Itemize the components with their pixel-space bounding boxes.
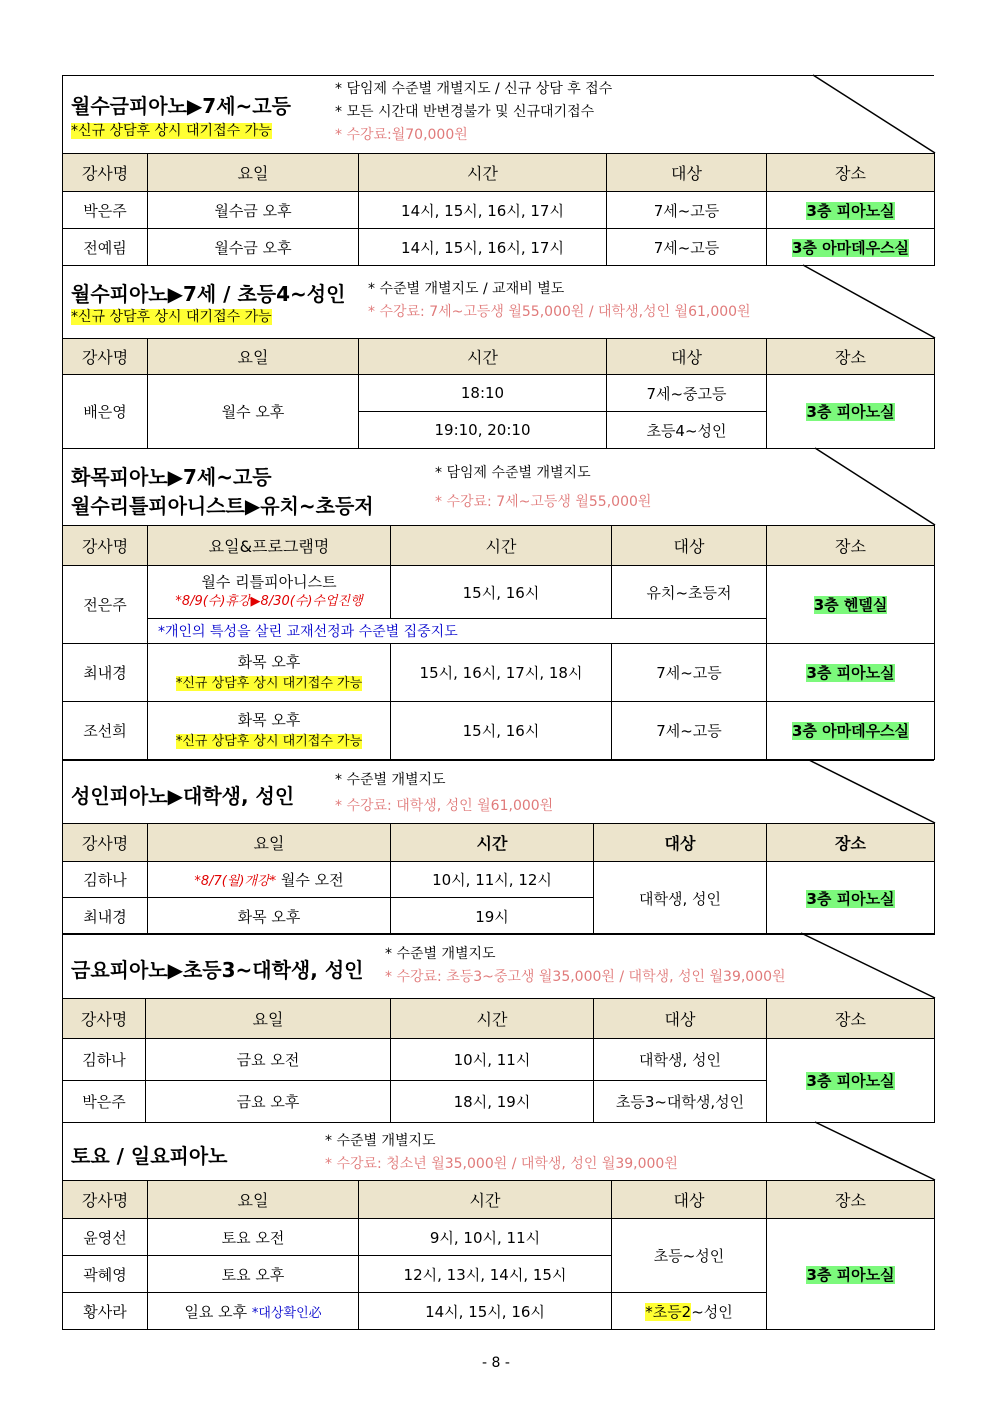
day-cell: 화목 오후 <box>148 898 391 935</box>
note-line: * 모든 시간대 반변경불가 및 신규대기접수 <box>335 104 595 120</box>
place-badge: 3층 헨델실 <box>813 596 888 614</box>
col-header: 시간 <box>359 1181 612 1219</box>
col-header: 대상 <box>607 154 767 192</box>
opening-date-note: *8/7(월)개강* <box>194 874 277 889</box>
target-highlight: *초등2 <box>645 1302 692 1321</box>
teacher-name: 조선희 <box>63 702 148 760</box>
col-header: 장소 <box>767 339 935 375</box>
col-header: 대상 <box>594 999 767 1039</box>
col-header: 대상 <box>607 339 767 375</box>
table-row <box>63 375 935 412</box>
section-header <box>62 448 934 525</box>
time-cell: 10시, 11시, 12시 <box>391 862 594 898</box>
note-line: * 담임제 수준별 개별지도 <box>435 465 591 481</box>
place-badge: 3층 아마데우스실 <box>791 722 910 740</box>
target-cell: 7세~중고등 <box>607 375 767 412</box>
target-cell: 대학생, 성인 <box>594 1039 767 1081</box>
teacher-name: 배은영 <box>63 375 148 449</box>
teacher-name: 박은주 <box>63 192 148 229</box>
teacher-name: 최내경 <box>63 898 148 935</box>
target-cell: 유치~초등저 <box>612 566 767 619</box>
target-cell: 초등4~성인 <box>607 412 767 449</box>
target-cell: 7세~고등 <box>612 702 767 760</box>
col-header: 요일 <box>148 154 359 192</box>
col-header: 강사명 <box>63 339 148 375</box>
time-cell: 19:10, 20:10 <box>359 412 607 449</box>
teacher-name: 박은주 <box>63 1081 146 1123</box>
time-cell: 15시, 16시 <box>391 702 612 760</box>
table-row <box>63 229 935 266</box>
fee-note: * 수강료: 7세~고등생 월55,000원 <box>435 494 652 510</box>
target-cell: 7세~고등 <box>607 229 767 266</box>
target-cell: 7세~고등 <box>612 644 767 702</box>
time-cell: 10시, 11시 <box>391 1039 594 1081</box>
place-badge: 3층 피아노실 <box>806 1072 895 1090</box>
schedule-table <box>62 153 935 266</box>
table-row <box>63 1039 935 1081</box>
table-row <box>63 702 935 760</box>
section-title: 성인피아노▶대학생, 성인 <box>71 784 295 808</box>
program-description: *개인의 특성을 살린 교재선정과 수준별 집중지도 <box>148 619 767 644</box>
col-header: 요일 <box>148 824 391 862</box>
col-header: 강사명 <box>63 824 148 862</box>
time-cell: 14시, 15시, 16시, 17시 <box>359 192 607 229</box>
time-cell: 14시, 15시, 16시 <box>359 1293 612 1330</box>
table-row <box>63 862 935 898</box>
fee-note: * 수강료: 7세~고등생 월55,000원 / 대학생,성인 월61,000원 <box>368 304 751 320</box>
col-header: 요일 <box>148 339 359 375</box>
page-number: - 8 - <box>482 1355 510 1371</box>
program-name: 월수 리틀피아니스트 <box>201 573 337 591</box>
time-cell: 19시 <box>391 898 594 935</box>
note-line: * 수준별 개별지도 <box>385 946 496 962</box>
col-header: 장소 <box>767 526 935 566</box>
target-cell: 초등~성인 <box>612 1219 767 1293</box>
section-title: 금요피아노▶초등3~대학생, 성인 <box>71 958 364 982</box>
note-line: * 수준별 개별지도 / 교재비 별도 <box>368 281 565 297</box>
teacher-name: 김하나 <box>63 1039 146 1081</box>
schedule-change-note: *8/9(수)휴강▶8/30(수)수업진행 <box>175 594 363 609</box>
day-cell: 월수금 오후 <box>148 229 359 266</box>
teacher-name: 최내경 <box>63 644 148 702</box>
note-line: * 수준별 개별지도 <box>325 1133 436 1149</box>
section-header <box>62 760 934 823</box>
col-header: 대상 <box>612 1181 767 1219</box>
schedule-table <box>62 1180 935 1330</box>
place-badge: 3층 피아노실 <box>806 201 895 220</box>
col-header: 장소 <box>767 154 935 192</box>
target-cell: ~성인 <box>691 1302 733 1321</box>
col-header: 대상 <box>594 824 767 862</box>
day-cell: 화목 오후 <box>237 652 301 671</box>
fee-note: * 수강료:월70,000원 <box>335 127 468 143</box>
col-header: 강사명 <box>63 1181 148 1219</box>
fee-note: * 수강료: 대학생, 성인 월61,000원 <box>335 798 554 814</box>
section-header <box>62 1122 934 1180</box>
schedule-table <box>62 525 935 760</box>
time-cell: 9시, 10시, 11시 <box>359 1219 612 1256</box>
teacher-name: 곽혜영 <box>63 1256 148 1293</box>
teacher-name: 황사라 <box>63 1293 148 1330</box>
col-header: 강사명 <box>63 526 148 566</box>
col-header: 장소 <box>767 999 935 1039</box>
col-header: 요일 <box>146 999 391 1039</box>
col-header: 시간 <box>391 999 594 1039</box>
waitlist-highlight: *신규 상담후 상시 대기접수 가능 <box>175 675 363 691</box>
section-header <box>62 265 934 338</box>
table-row <box>63 1219 935 1256</box>
teacher-name: 전은주 <box>63 566 148 644</box>
day-cell: 일요 오후 <box>184 1302 248 1321</box>
target-cell: 7세~고등 <box>607 192 767 229</box>
section-title: 월수금피아노▶7세~고등 <box>71 94 291 118</box>
time-cell: 18:10 <box>359 375 607 412</box>
teacher-name: 전예림 <box>63 229 148 266</box>
fee-note: * 수강료: 청소년 월35,000원 / 대학생, 성인 월39,000원 <box>325 1156 678 1172</box>
col-header: 요일 <box>148 1181 359 1219</box>
target-cell: 대학생, 성인 <box>594 862 767 935</box>
waitlist-highlight: *신규 상담후 상시 대기접수 가능 <box>71 123 272 139</box>
time-cell: 12시, 13시, 14시, 15시 <box>359 1256 612 1293</box>
col-header: 강사명 <box>63 999 146 1039</box>
time-cell: 15시, 16시, 17시, 18시 <box>391 644 612 702</box>
day-cell: 월수 오전 <box>276 871 344 889</box>
section-mon-wed-piano <box>62 265 934 449</box>
teacher-name: 윤영선 <box>63 1219 148 1256</box>
day-cell: 금요 오후 <box>146 1081 391 1123</box>
section-tue-thu-piano <box>62 448 934 760</box>
section-title: 화목피아노▶7세~고등 <box>71 465 272 489</box>
note-line: * 담임제 수준별 개별지도 / 신규 상담 후 접수 <box>335 81 613 97</box>
waitlist-highlight: *신규 상담후 상시 대기접수 가능 <box>175 733 363 749</box>
target-cell: 초등3~대학생,성인 <box>594 1081 767 1123</box>
day-cell: 월수금 오후 <box>148 192 359 229</box>
col-header: 강사명 <box>63 154 148 192</box>
time-cell: 18시, 19시 <box>391 1081 594 1123</box>
table-row <box>63 644 935 702</box>
schedule-table <box>62 823 935 935</box>
section-title: 토요 / 일요피아노 <box>71 1144 228 1168</box>
place-badge: 3층 아마데우스실 <box>791 238 910 257</box>
teacher-name: 김하나 <box>63 862 148 898</box>
section-friday-piano <box>62 933 934 1123</box>
section-subtitle: 월수리틀피아니스트▶유치~초등저 <box>71 494 374 518</box>
place-badge: 3층 피아노실 <box>806 889 895 908</box>
waitlist-highlight: *신규 상담후 상시 대기접수 가능 <box>71 309 272 325</box>
schedule-table <box>62 338 935 449</box>
col-header: 대상 <box>612 526 767 566</box>
col-header: 시간 <box>391 526 612 566</box>
section-mon-wed-fri-piano <box>62 75 934 266</box>
section-adult-piano <box>62 760 934 935</box>
place-badge: 3층 피아노실 <box>806 664 895 682</box>
section-title: 월수피아노▶7세 / 초등4~성인 <box>71 282 346 306</box>
table-row <box>63 192 935 229</box>
section-header <box>62 75 934 153</box>
time-cell: 15시, 16시 <box>391 566 612 619</box>
col-header: 장소 <box>767 824 935 862</box>
time-cell: 14시, 15시, 16시, 17시 <box>359 229 607 266</box>
day-cell: 월수 오후 <box>148 375 359 449</box>
col-header: 시간 <box>359 339 607 375</box>
note-line: * 수준별 개별지도 <box>335 772 446 788</box>
col-header: 장소 <box>767 1181 935 1219</box>
place-badge: 3층 피아노실 <box>806 1265 895 1284</box>
day-cell: 화목 오후 <box>237 710 301 729</box>
day-cell: 토요 오전 <box>148 1219 359 1256</box>
day-cell: 금요 오전 <box>146 1039 391 1081</box>
col-header: 시간 <box>359 154 607 192</box>
place-badge: 3층 피아노실 <box>806 403 895 421</box>
target-check-note: *대상확인必 <box>251 1305 322 1321</box>
table-row <box>63 566 935 619</box>
section-header <box>62 933 934 998</box>
section-weekend-piano <box>62 1122 934 1330</box>
col-header: 시간 <box>391 824 594 862</box>
col-header: 요일&프로그램명 <box>148 526 391 566</box>
schedule-table <box>62 998 935 1123</box>
fee-note: * 수강료: 초등3~중고생 월35,000원 / 대학생, 성인 월39,000원 <box>385 969 786 985</box>
day-cell: 토요 오후 <box>148 1256 359 1293</box>
